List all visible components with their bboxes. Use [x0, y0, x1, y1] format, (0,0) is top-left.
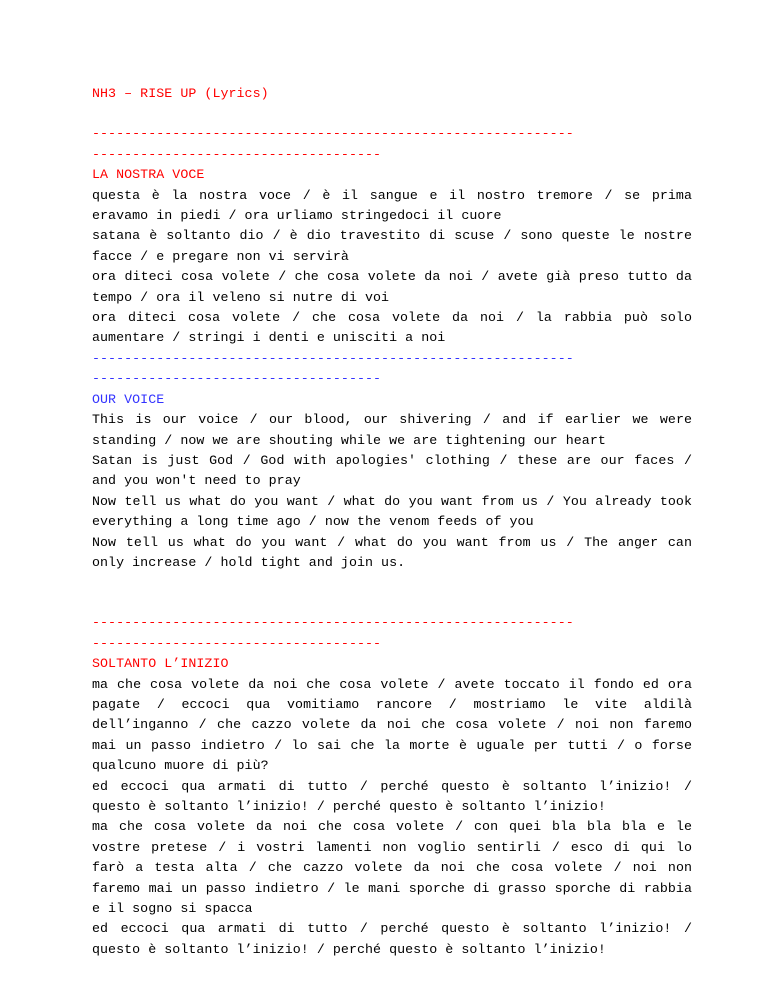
lyric-line: Now tell us what do you want / what do you want from us / You already took everything a long time ago / now the venom feeds of you [92, 493, 692, 530]
lyrics-section-italian-1 [92, 124, 692, 348]
lyric-line: questa è la nostra voce / è il sangue e il nostro tremore / se prima eravamo in piedi / ora urliamo stringedoci il cuore [92, 187, 692, 224]
lyric-line: ora diteci cosa volete / che cosa volete da noi / la rabbia può solo aumentare / stringi i denti e unisciti a noi [92, 310, 692, 346]
separator-rule: ------------------------------------ [92, 635, 382, 651]
lyric-line: ma che cosa volete da noi che cosa volete / avete toccato il fondo ed ora pagate / eccoci qua vomitiamo rancore / mostriamo le vite aldilà dell’inganno / che cazzo volete da noi che cosa volete / noi non faremo mai un passo indietro / lo sai che la morte è uguale per tutti / o forse qualcuno muore di più? [92, 676, 692, 774]
lyric-line: This is our voice / our blood, our shivering / and if earlier we were standing / now we are shouting while we are tightening our heart [92, 412, 692, 448]
lyric-line: ed eccoci qua armati di tutto / perché questo è soltanto l’inizio! / questo è soltanto l’inizio! / perché questo è soltanto l’inizio! [92, 921, 692, 957]
lyric-line: ed eccoci qua armati di tutto / perché questo è soltanto l’inizio! / questo è soltanto l’inizio! / perché questo è soltanto l’inizio! [92, 778, 692, 814]
document-title: NH3 – RISE UP (Lyrics) [92, 86, 269, 101]
section-heading: OUR VOICE [92, 391, 165, 407]
section-heading: SOLTANTO L’INIZIO [92, 656, 229, 672]
lyric-line: Now tell us what do you want / what do you want from us / The anger can only increase / hold tight and join us. [92, 534, 692, 570]
separator-rule: ------------------------------------ [92, 371, 382, 387]
lyrics-section-english-1 [92, 349, 692, 573]
spacer [92, 573, 692, 613]
document-page [92, 84, 692, 960]
separator-rule: ------------------------------------------------------------ [92, 350, 574, 366]
lyrics-section-italian-2 [92, 613, 692, 960]
separator-rule: ------------------------------------------------------------ [92, 615, 574, 631]
lyric-line: ma che cosa volete da noi che cosa volete / con quei bla bla bla e le vostre pretese / i vostri lamenti non voglio sentirli / esco di qui lo farò a testa alta / che cazzo volete da noi che cosa volete / noi non faremo mai un passo indietro / le mani sporche di grasso sporche di rabbia e il sogno si spacca [92, 819, 692, 917]
lyric-line: ora diteci cosa volete / che cosa volete da noi / avete già preso tutto da tempo / ora il veleno si nutre di voi [92, 269, 692, 305]
section-heading: LA NOSTRA VOCE [92, 167, 205, 183]
separator-rule: ------------------------------------------------------------ [92, 126, 574, 142]
separator-rule: ------------------------------------ [92, 146, 382, 162]
lyric-line: Satan is just God / God with apologies' clothing / these are our faces / and you won't need to pray [92, 452, 692, 489]
lyric-line: satana è soltanto dio / è dio travestito di scuse / sono queste le nostre facce / e pregare non vi servirà [92, 228, 692, 264]
spacer [92, 104, 692, 124]
